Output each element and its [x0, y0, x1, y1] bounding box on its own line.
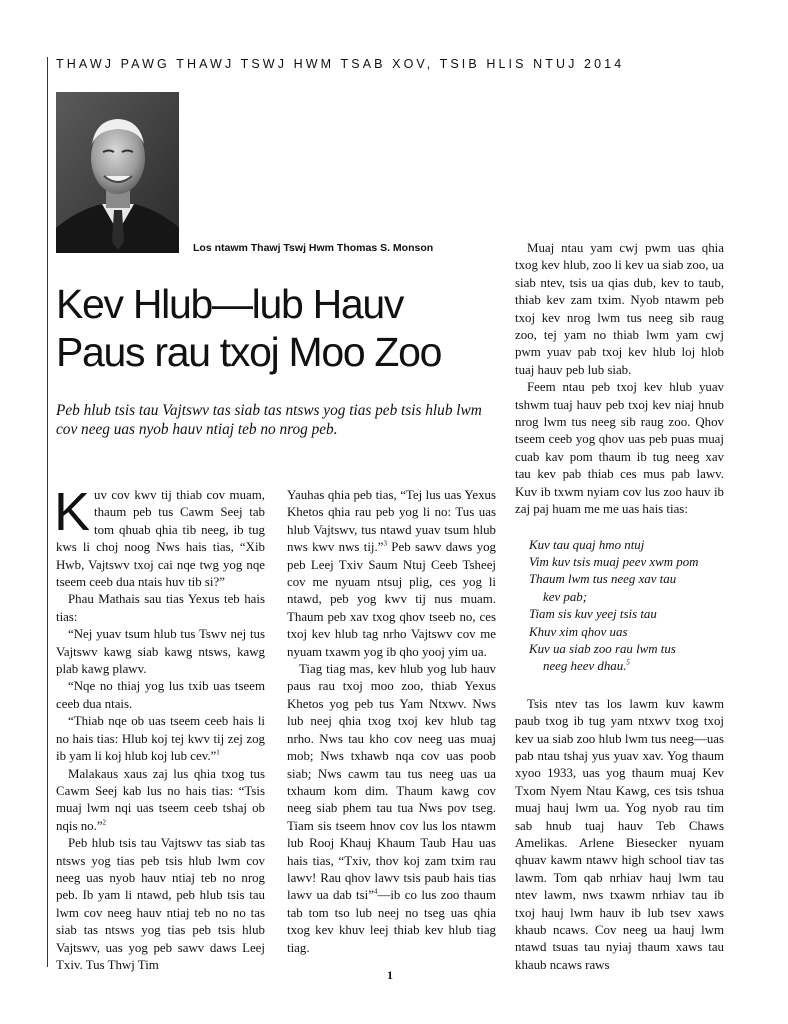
paragraph: Phau Mathais sau tias Yexus teb hais tias:	[56, 592, 265, 624]
paragraph	[287, 661, 496, 957]
paragraph-text: Yauhas qhia peb tias, “Tej lus uas Yexus Khetos qhia rau peb yog li no: Tus uas hlub Vajtswv, tus ntawd yuav tsum hlub nws kwv nws tij.”	[287, 488, 496, 555]
paragraph-text: Tiag tiag mas, kev hlub yog lub hauv paus rau txoj moo zoo, thiab Yexus Khetos yog peb tus Yam Ntxwv. Nws lub neej qhia txog txoj kev hlub tag nrho. Nws tau kho cov neeg uas muaj mob; Nws txhawb nqa cov uas poob siab; Nws cawm tau tus neeg uas ua txhaum kom dim. Thaum kawg cov neeg siab phem tau tua Nws pov tseg. Tiam sis tseem hnov cov lus los ntawm lub Rooj Khauj Khaum Taub Hau uas hais tias, “Txiv, thov koj zam txim rau lawv! Rau qhov lawv tsis paub hais tias lawv ua dab tsi”	[287, 662, 496, 903]
title-line-2: Paus rau txoj Moo Zoo	[56, 329, 442, 375]
paragraph	[56, 713, 265, 765]
paragraph-text: “Thiab nqe ob uas tseem ceeb hais li no hais tias: Hlub koj tej kwv tij zej zog ib yam li koj hlub koj lub cev.”	[56, 714, 265, 764]
poem-line: Thaum lwm tus neeg xav tau	[529, 572, 677, 587]
paragraph	[56, 766, 265, 836]
margin-rule	[47, 57, 48, 967]
paragraph-text: Malakaus xaus zaj lus qhia txog tus Cawm Seej kab lus no hais tias: “Tsis muaj lwm nqi uas tseem ceeb tshaj ob nqis no.”	[56, 766, 265, 833]
photo-caption: Los ntawm Thawj Tswj Hwm Thomas S. Monson	[193, 242, 434, 254]
footnote-ref: 2	[102, 818, 107, 827]
paragraph: “Nqe no thiaj yog lus txib uas tseem ceeb dua ntais.	[56, 679, 265, 711]
poem-line: Tiam sis kuv yeej tsis tau	[529, 607, 657, 622]
poem-text: neeg heev dhau.	[543, 659, 627, 674]
paragraph	[287, 487, 496, 661]
poem-line	[529, 658, 724, 675]
footnote-ref: 4	[373, 888, 378, 897]
footnote-ref: 5	[626, 659, 630, 668]
poem-line: Kuv ua siab zoo rau lwm tus	[529, 641, 676, 656]
paragraph-text: Peb sawv daws yog peb Leej Txiv Saum Ntuj Ceeb Tsheej cov me nyuam ntsuj plig, ces yog li ntawd, peb yog kwv tij nus muam. Thaum peb xav txog qhov tseeb no, ces txoj kev hlub tag nrho Vajtswv cov me nyuam txawm yog ib qho yooj yim ua.	[287, 540, 496, 659]
paragraph-text: uv cov kwv tij thiab cov muam, thaum peb tus Cawm Seej tab tom qhuab qhia tib neeg, ib tug kws li choj noog Nws hais tias, “Xib Hwb, Vajtswv txoj cai nqe twg yog nqe tseem ceeb dua ntais huv tib si?”	[56, 488, 265, 590]
poem-line: Khuv xim qhov uas	[529, 624, 628, 639]
paragraph: Peb hlub tsis tau Vajtswv tas siab tas ntsws yog tias peb tsis hlub lwm cov neeg uas nyob hauv ntiaj teb no nrog peb. Ib yam li ntawd, peb hlub tsis tau lwm cov neeg hauv ntiaj teb no no tas siab tas ntsws yog tias peb tsis hlub Vajtswv, uas yog peb sawv daws Leej Txiv. Tus Thwj Tim	[56, 836, 265, 972]
article-subtitle: Peb hlub tsis tau Vajtswv tas siab tas ntsws yog tias peb tsis hlub lwm cov neeg uas nyob hauv ntiaj teb no nrog peb.	[56, 402, 482, 438]
poem-line: Vim kuv tsis muaj peev xwm pom	[529, 554, 699, 569]
column-3	[515, 240, 724, 974]
author-portrait	[56, 92, 179, 253]
poem-line: Kuv tau quaj hmo ntuj	[529, 537, 645, 552]
column-1	[54, 482, 265, 974]
paragraph: Muaj ntau yam cwj pwm uas qhia txog kev hlub, zoo li kev ua siab zoo, ua siab ntev, tsis ua qias dub, kev to taub, thiab kev zam txim. Nyob ntawm peb txoj kev nrog lwm tus neeg sib raug zoo, tej yam no thiab lwm yam cwj pwm yuav pab txoj kev hlub loj hlob tuaj hauv peb lub siab.	[515, 241, 724, 377]
drop-cap: K	[54, 482, 91, 542]
poem-quote	[529, 537, 724, 676]
magazine-header: THAWJ PAWG THAWJ TSWJ HWM TSAB XOV, TSIB HLIS NTUJ 2014	[56, 57, 625, 71]
paragraph: Feem ntau peb txoj kev hlub yuav tshwm tuaj hauv peb txoj kev niaj hnub nrog lwm tus neeg sib raug zoo. Qhov tseem ceeb yog qhov uas peb puas muaj cuab kav pom thaum ib tug neeg xav tau kev pab thiab ces mus pab lawv. Kuv ib txwm nyiam cov lus zoo hauv ib zaj paj huam me me uas hais tias:	[515, 380, 724, 517]
footnote-ref: 1	[216, 748, 220, 757]
article-title	[56, 280, 506, 376]
paragraph	[54, 482, 265, 591]
paragraph-text: —ib co lus zoo thaum tab tom tso lub neej no tseg uas qhia txog kev khuv leej thiab kev hlub tiag tiag.	[287, 888, 496, 955]
column-2	[287, 487, 496, 957]
page-number: 1	[387, 968, 393, 982]
poem-line: kev pab;	[543, 589, 588, 604]
title-line-1: Kev Hlub—lub Hauv	[56, 281, 404, 327]
footnote-ref: 3	[383, 539, 387, 548]
paragraph: “Nej yuav tsum hlub tus Tswv nej tus Vajtswv kawg siab kawg ntsws, kawg plab kawg plawv.	[56, 627, 265, 677]
paragraph: Tsis ntev tas los lawm kuv kawm paub txog ib tug yam ntxwv txog txoj kev ua siab zoo hlub lwm tus neeg—uas pab ntau tshaj yus yuav xav. Yog thaum xyoo 1933, uas yog thaum muaj Kev Txom Nyem Ntau Kawg, ces tsis tshua muaj hauj lwm ua. Yog nyob rau tim sab hnub tuaj hauv Teb Chaws Amelikas. Arlene Biesecker nyuam qhuav kawm ntawv high school tiav tas lawm. Tom qab nrhiav hauj lwm tau ntev lawm, nws txawm nrhiav tau ib txoj hauj lwm hauv ib lub tsev xaws khaub ncaws. Cov neeg ua hauj lwm ntawd tsuas tau nyiaj thaum xaws tau khaub ncaws raws	[515, 696, 724, 972]
